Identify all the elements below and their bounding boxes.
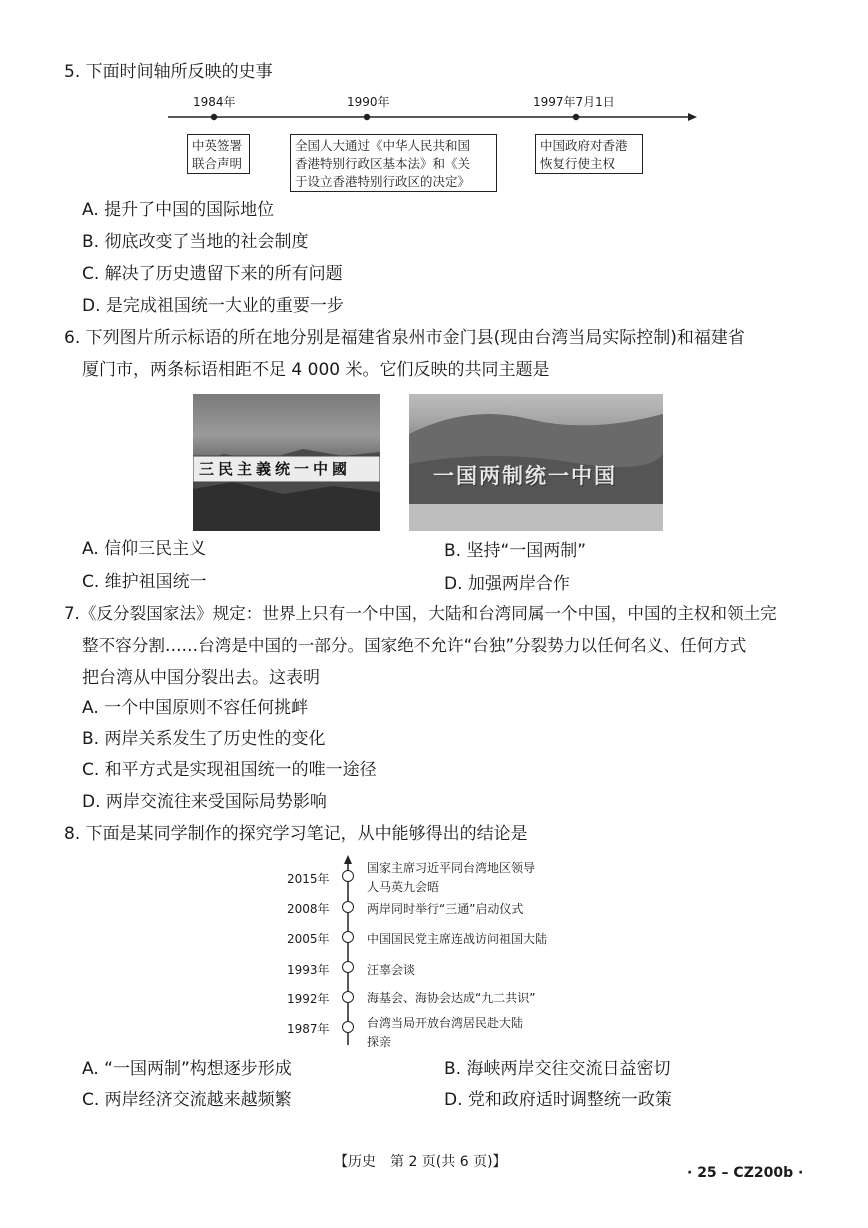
q5-box-1990-line2: 香港特别行政区基本法》和《关 xyxy=(295,156,471,171)
q8-node-1992 xyxy=(342,991,354,1003)
q6-photo-kinmen-slogan: 三民主義统一中國 xyxy=(199,460,352,478)
q5-box-1984-line1: 中英签署 xyxy=(192,138,243,153)
q5-box-1997-line1: 中国政府对香港 xyxy=(540,138,628,153)
q5-option-d[interactable]: D. 是完成祖国统一大业的重要一步 xyxy=(82,296,344,316)
q8-stem: 8. 下面是某同学制作的探究学习笔记，从中能够得出的结论是 xyxy=(64,824,528,844)
q8-event-2015-line2: 人马英九会晤 xyxy=(367,880,440,894)
q8-node-2005 xyxy=(342,931,354,943)
q5-box-1990-line1: 全国人大通过《中华人民共和国 xyxy=(295,138,471,153)
q7-stem-line2: 整不容分割……台湾是中国的一部分。国家绝不允许“台独”分裂势力以任何名义、任何方式 xyxy=(82,636,747,655)
q8-option-a[interactable]: A. “一国两制”构想逐步形成 xyxy=(82,1059,292,1079)
q5-option-b[interactable]: B. 彻底改变了当地的社会制度 xyxy=(82,232,309,252)
q8-node-2008 xyxy=(342,901,354,913)
q7-option-d[interactable]: D. 两岸交流往来受国际局势影响 xyxy=(82,792,327,812)
q8-year-2005: 2005年 xyxy=(287,932,330,946)
q8-year-2008: 2008年 xyxy=(287,902,330,916)
q5-year-1990: 1990年 xyxy=(347,95,390,109)
q7-option-c[interactable]: C. 和平方式是实现祖国统一的唯一途径 xyxy=(82,760,377,780)
page-footer-code: · 25 – CZ200b · xyxy=(687,1165,804,1181)
q8-year-1992: 1992年 xyxy=(287,992,330,1006)
q8-node-2015 xyxy=(342,870,354,882)
q5-stem: 5. 下面时间轴所反映的史事 xyxy=(64,62,273,82)
page-footer-center: 【历史 第 2 页(共 6 页)】 xyxy=(334,1154,507,1170)
q5-option-c[interactable]: C. 解决了历史遗留下来的所有问题 xyxy=(82,264,343,284)
q7-option-b[interactable]: B. 两岸关系发生了历史性的变化 xyxy=(82,729,326,749)
q8-option-b[interactable]: B. 海峡两岸交往交流日益密切 xyxy=(444,1059,671,1079)
q8-year-1987: 1987年 xyxy=(287,1022,330,1036)
q6-stem-line1: 6. 下列图片所示标语的所在地分别是福建省泉州市金门县(现由台湾当局实际控制)和福建省 xyxy=(64,328,745,348)
q8-year-1993: 1993年 xyxy=(287,963,330,977)
q5-option-a[interactable]: A. 提升了中国的国际地位 xyxy=(82,200,275,220)
q8-option-d[interactable]: D. 党和政府适时调整统一政策 xyxy=(444,1090,672,1110)
q8-option-c[interactable]: C. 两岸经济交流越来越频繁 xyxy=(82,1090,292,1110)
q6-photo-xiamen-slogan: 一国两制统一中国 xyxy=(433,464,617,488)
q8-event-1987-line2: 探亲 xyxy=(367,1035,392,1049)
q8-event-2005: 中国国民党主席连战访问祖国大陆 xyxy=(367,932,548,946)
q6-option-c[interactable]: C. 维护祖国统一 xyxy=(82,572,207,592)
q6-option-b[interactable]: B. 坚持“一国两制” xyxy=(444,541,587,561)
q5-box-1990-line3: 于设立香港特别行政区的决定》 xyxy=(295,174,471,189)
q6-option-d[interactable]: D. 加强两岸合作 xyxy=(444,574,570,594)
q7-stem-line1: 7.《反分裂国家法》规定：世界上只有一个中国，大陆和台湾同属一个中国，中国的主权和领土完 xyxy=(64,604,777,623)
q8-year-2015: 2015年 xyxy=(287,872,330,886)
q5-box-1984-line2: 联合声明 xyxy=(192,156,243,171)
q8-event-2015-line1: 国家主席习近平同台湾地区领导 xyxy=(367,861,536,875)
q8-event-1993: 汪辜会谈 xyxy=(367,963,416,977)
q5-box-1997-line2: 恢复行使主权 xyxy=(540,156,616,171)
q8-event-1992: 海基会、海协会达成“九二共识” xyxy=(367,991,536,1005)
q7-option-a[interactable]: A. 一个中国原则不容任何挑衅 xyxy=(82,698,309,718)
q7-stem-line3: 把台湾从中国分裂出去。这表明 xyxy=(82,668,320,688)
q8-event-1987-line1: 台湾当局开放台湾居民赴大陆 xyxy=(367,1016,524,1030)
q6-option-a[interactable]: A. 信仰三民主义 xyxy=(82,539,207,559)
q8-node-1987 xyxy=(342,1021,354,1033)
q5-year-1984: 1984年 xyxy=(193,95,236,109)
q5-year-1997: 1997年7月1日 xyxy=(533,95,615,109)
q8-event-2008: 两岸同时举行“三通”启动仪式 xyxy=(367,902,524,916)
q8-node-1993 xyxy=(342,961,354,973)
q6-stem-line2: 厦门市，两条标语相距不足 4 000 米。它们反映的共同主题是 xyxy=(82,360,550,380)
